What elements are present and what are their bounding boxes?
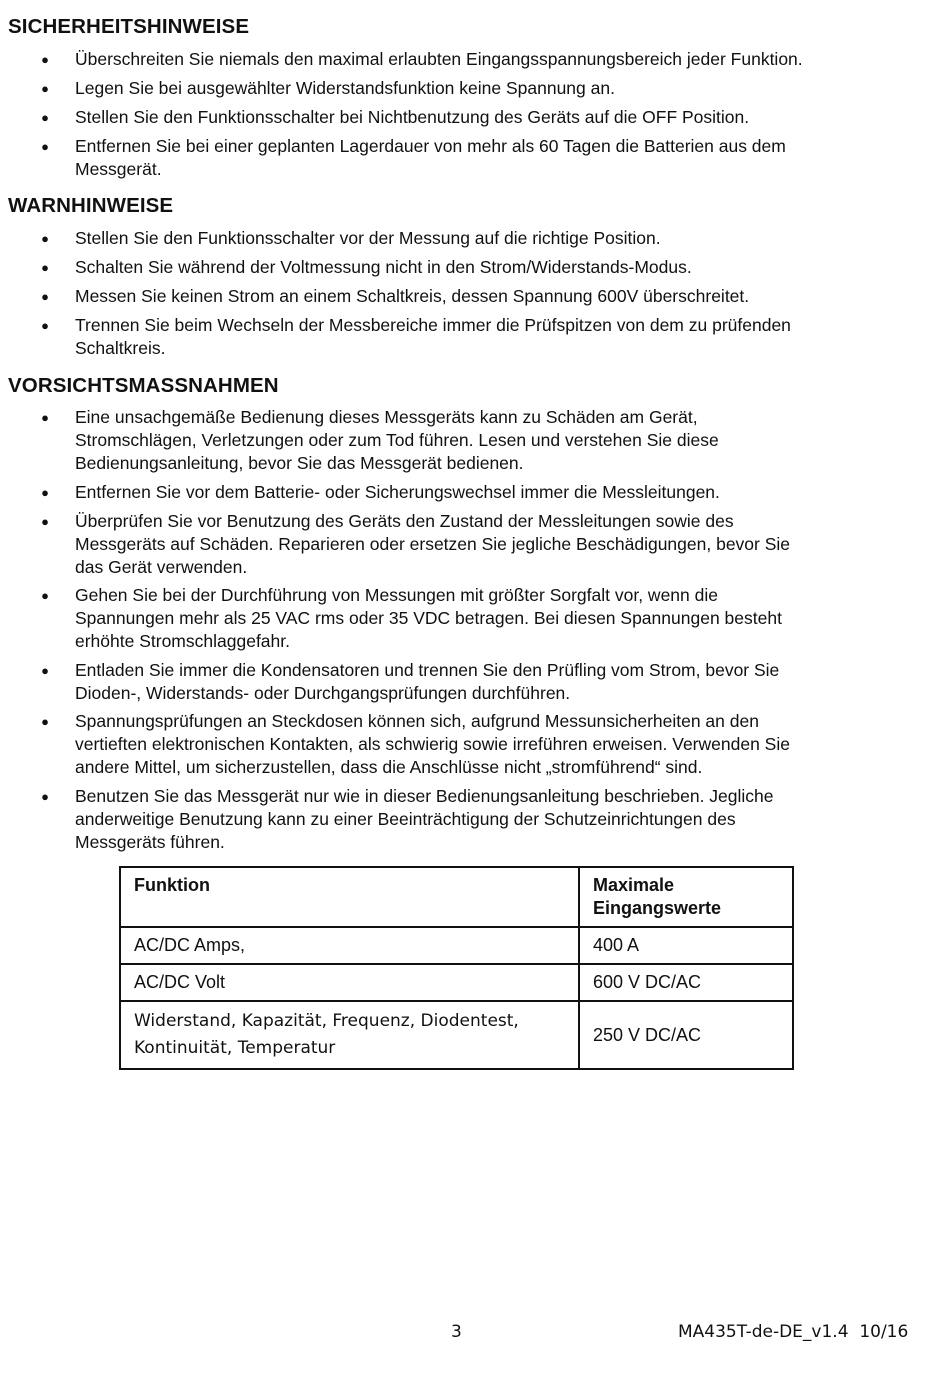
list-item-text: Überprüfen Sie vor Benutzung des Geräts den Zustand der Messleitungen sowie des Messgeräts auf Schäden. Reparieren oder ersetzen Sie jegliche Beschädigungen, bevor Sie das Gerät verwenden. — [75, 511, 791, 577]
bullet-icon: ● — [41, 81, 49, 96]
page-number: 3 — [451, 1322, 462, 1342]
section-heading: SICHERHEITSHINWEISE — [8, 15, 250, 38]
list-item-text: Entfernen Sie bei einer geplanten Lagerdauer von mehr als 60 Tagen die Batterien aus dem Messgerät. — [75, 136, 786, 179]
list-item-text: Legen Sie bei ausgewählter Widerstandsfunktion keine Spannung an. — [75, 78, 615, 98]
bullet-icon: ● — [41, 231, 49, 246]
table-header-row — [120, 867, 793, 927]
list-item-text: Spannungsprüfungen an Steckdosen können sich, aufgrund Messunsicherheiten an den vertieften elektronischen Kontakten, als schwierig sowie irreführen erweisen. Verwenden Sie andere Mittel, um sicherzustellen, dass die Anschlüsse nicht „stromführend“ sind. — [75, 711, 790, 777]
bullet-icon: ● — [41, 410, 49, 425]
table-header-cell: Funktion — [120, 867, 579, 927]
list-item-text: Überschreiten Sie niemals den maximal erlaubten Eingangsspannungsbereich jeder Funktion. — [75, 49, 803, 69]
table-row — [120, 927, 793, 964]
bullet-icon: ● — [41, 663, 49, 678]
bullet-icon: ● — [41, 52, 49, 67]
table-cell: AC/DC Volt — [120, 964, 579, 1001]
bullet-icon: ● — [41, 139, 49, 154]
list-item-text: Schalten Sie während der Voltmessung nicht in den Strom/Widerstands-Modus. — [75, 257, 692, 277]
bullet-icon: ● — [41, 789, 49, 804]
bullet-icon: ● — [41, 485, 49, 500]
bullet-icon: ● — [41, 289, 49, 304]
bullet-icon: ● — [41, 588, 49, 603]
bullet-icon: ● — [41, 110, 49, 125]
list-item-text: Gehen Sie bei der Durchführung von Messungen mit größter Sorgfalt vor, wenn die Spannungen mehr als 25 VAC rms oder 35 VDC betragen. Bei diesen Spannungen besteht erhöhte Stromschlaggefahr. — [75, 585, 782, 651]
section-heading: WARNHINWEISE — [8, 194, 174, 217]
list-item-text: Entladen Sie immer die Kondensatoren und trennen Sie den Prüfling vom Strom, bevor Sie Dioden-, Widerstands- oder Durchgangsprüfungen durchführen. — [75, 660, 780, 703]
document-id: MA435T-de-DE_v1.4 10/16 — [678, 1322, 909, 1342]
section-heading: VORSICHTSMASSNAHMEN — [8, 374, 279, 397]
table-row — [120, 964, 793, 1001]
bullet-icon: ● — [41, 714, 49, 729]
list-item-text: Entfernen Sie vor dem Batterie- oder Sicherungswechsel immer die Messleitungen. — [75, 482, 720, 502]
list-item-text: Eine unsachgemäße Bedienung dieses Messgeräts kann zu Schäden am Gerät, Stromschlägen, Verletzungen oder zum Tod führen. Lesen und verstehen Sie diese Bedienungsanleitung, bevor Sie das Messgerät bedienen. — [75, 407, 719, 473]
list-item-text: Trennen Sie beim Wechseln der Messbereiche immer die Prüfspitzen von dem zu prüfenden Schaltkreis. — [75, 315, 791, 358]
bullet-icon: ● — [41, 260, 49, 275]
bullet-icon: ● — [41, 318, 49, 333]
list-item-text: Stellen Sie den Funktionsschalter vor der Messung auf die richtige Position. — [75, 228, 661, 248]
list-item-text: Benutzen Sie das Messgerät nur wie in dieser Bedienungsanleitung beschrieben. Jegliche anderweitige Benutzung kann zu einer Beeinträchtigung der Schutzeinrichtungen des Messgeräts führen. — [75, 786, 774, 852]
list-item-text: Messen Sie keinen Strom an einem Schaltkreis, dessen Spannung 600V überschreitet. — [75, 286, 750, 306]
max-input-table — [119, 866, 794, 1070]
table-row — [120, 1001, 793, 1069]
table-cell: 600 V DC/AC — [579, 964, 793, 1001]
table-cell: Widerstand, Kapazität, Frequenz, Diodentest, Kontinuität, Temperatur — [120, 1001, 579, 1069]
table-cell: AC/DC Amps, — [120, 927, 579, 964]
table-cell: 400 A — [579, 927, 793, 964]
list-item-text: Stellen Sie den Funktionsschalter bei Nichtbenutzung des Geräts auf die OFF Position. — [75, 107, 750, 127]
table-header-cell: Maximale Eingangswerte — [579, 867, 793, 927]
bullet-icon: ● — [41, 514, 49, 529]
table-cell: 250 V DC/AC — [579, 1001, 793, 1069]
